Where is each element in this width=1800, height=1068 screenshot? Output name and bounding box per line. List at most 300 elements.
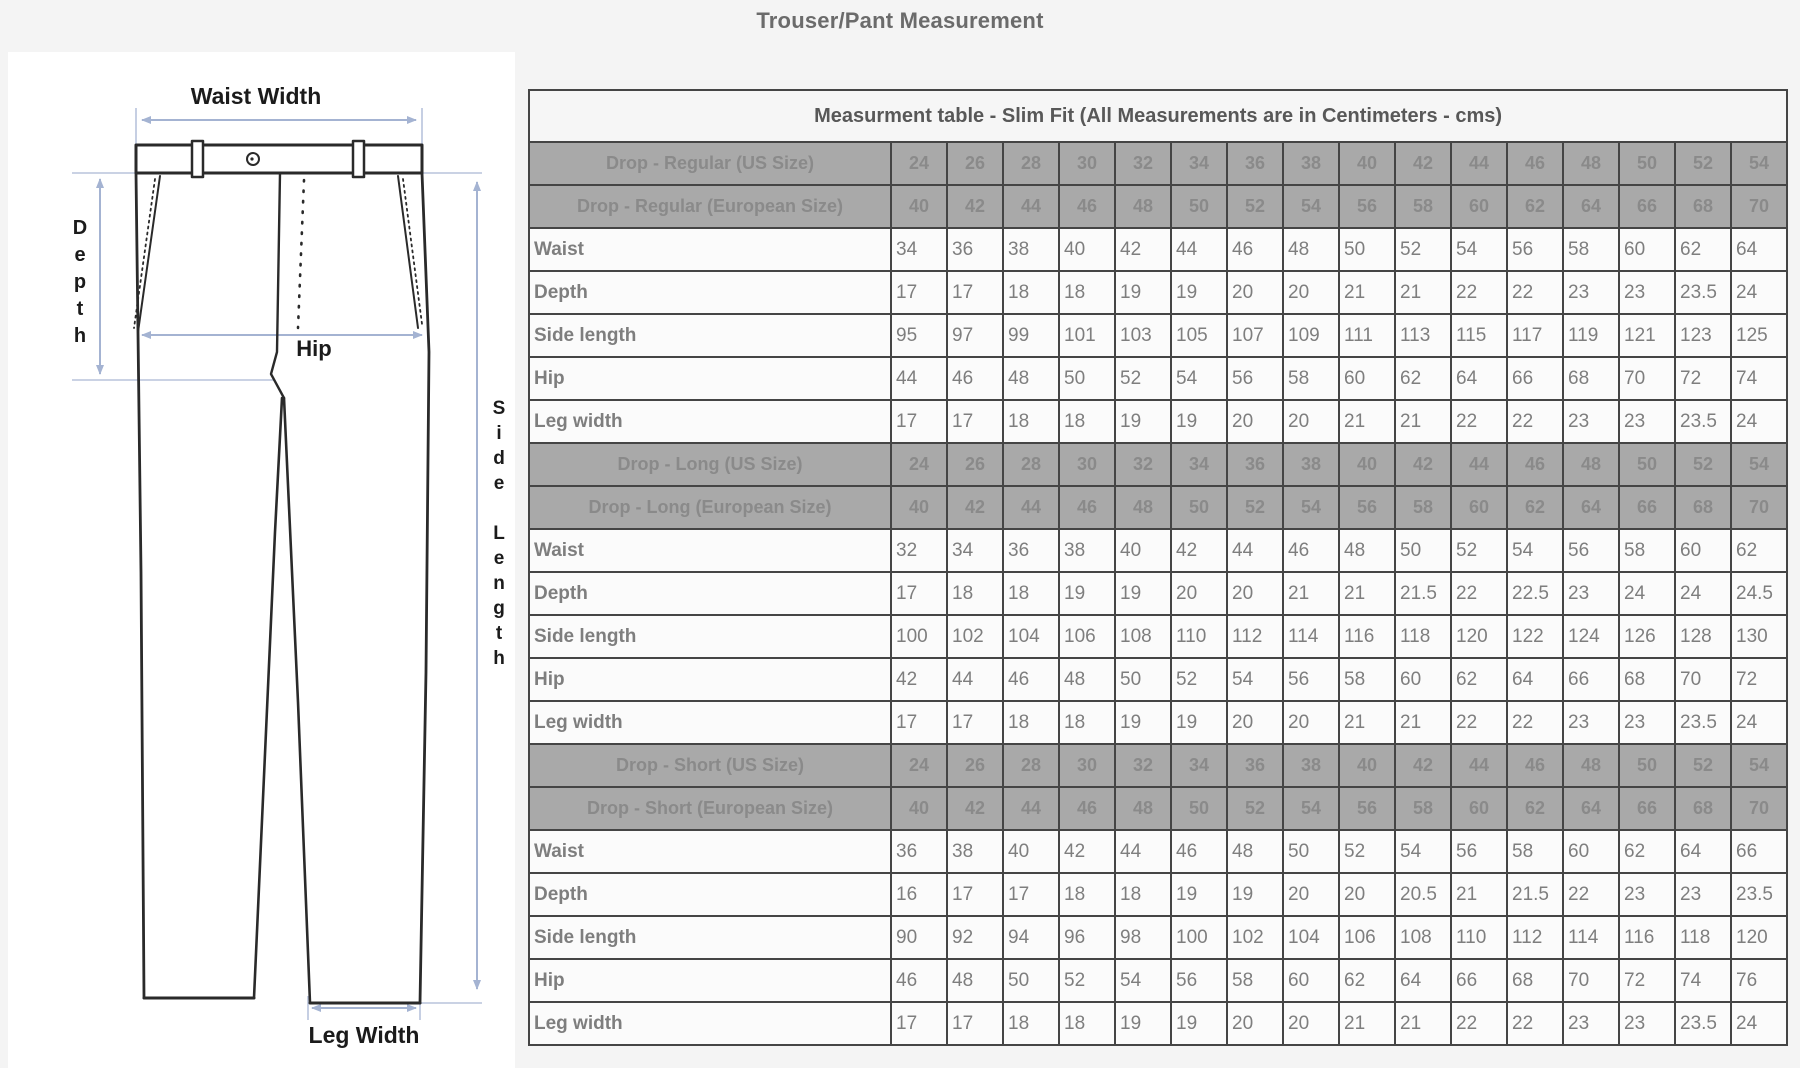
value-cell: 52 — [1171, 658, 1227, 701]
section-2-eu-header-label: Drop - Short (European Size) — [529, 787, 891, 830]
table-row — [529, 357, 1787, 400]
extension-lines — [72, 108, 482, 1020]
size-header-cell: 40 — [1339, 744, 1395, 787]
value-cell: 114 — [1563, 916, 1619, 959]
value-cell: 23.5 — [1675, 400, 1731, 443]
value-cell: 64 — [1451, 357, 1507, 400]
size-header-cell: 24 — [891, 744, 947, 787]
value-cell: 46 — [1283, 529, 1339, 572]
value-cell: 122 — [1507, 615, 1563, 658]
belt-loop-left — [192, 141, 203, 177]
row-label-cell: Leg width — [529, 1002, 891, 1045]
value-cell: 24 — [1731, 1002, 1787, 1045]
value-cell: 50 — [1395, 529, 1451, 572]
value-cell: 104 — [1003, 615, 1059, 658]
size-header-cell: 40 — [1339, 142, 1395, 185]
value-cell: 17 — [891, 572, 947, 615]
value-cell: 112 — [1227, 615, 1283, 658]
value-cell: 46 — [947, 357, 1003, 400]
value-cell: 21 — [1395, 1002, 1451, 1045]
size-header-cell: 38 — [1283, 443, 1339, 486]
size-header-cell: 56 — [1339, 787, 1395, 830]
trouser-diagram-svg — [8, 52, 515, 1068]
size-header-cell: 52 — [1227, 787, 1283, 830]
value-cell: 62 — [1731, 529, 1787, 572]
size-header-cell: 34 — [1171, 744, 1227, 787]
size-header-cell: 60 — [1451, 486, 1507, 529]
size-header-cell: 68 — [1675, 486, 1731, 529]
size-header-cell: 32 — [1115, 744, 1171, 787]
section-1-eu-header-label: Drop - Long (European Size) — [529, 486, 891, 529]
size-header-cell: 46 — [1507, 443, 1563, 486]
size-header-cell: 40 — [891, 486, 947, 529]
value-cell: 106 — [1059, 615, 1115, 658]
row-label-cell: Depth — [529, 572, 891, 615]
row-label-cell: Leg width — [529, 701, 891, 744]
value-cell: 54 — [1507, 529, 1563, 572]
measurement-table-wrap — [528, 89, 1786, 1046]
size-header-cell: 44 — [1003, 185, 1059, 228]
value-cell: 17 — [947, 271, 1003, 314]
table-row — [529, 271, 1787, 314]
value-cell: 23 — [1619, 873, 1675, 916]
size-header-cell: 24 — [891, 142, 947, 185]
value-cell: 92 — [947, 916, 1003, 959]
size-header-cell: 50 — [1171, 486, 1227, 529]
value-cell: 76 — [1731, 959, 1787, 1002]
size-header-cell: 38 — [1283, 744, 1339, 787]
value-cell: 22 — [1507, 400, 1563, 443]
section-1-us-header-label: Drop - Long (US Size) — [529, 443, 891, 486]
size-header-cell: 62 — [1507, 486, 1563, 529]
value-cell: 18 — [1059, 271, 1115, 314]
value-cell: 62 — [1339, 959, 1395, 1002]
size-header-cell: 44 — [1003, 486, 1059, 529]
size-header-cell: 54 — [1731, 443, 1787, 486]
value-cell: 19 — [1171, 400, 1227, 443]
section-1-eu-header — [529, 486, 1787, 529]
size-header-cell: 28 — [1003, 142, 1059, 185]
value-cell: 17 — [947, 701, 1003, 744]
row-label-cell: Side length — [529, 314, 891, 357]
value-cell: 20 — [1227, 271, 1283, 314]
row-label-cell: Depth — [529, 271, 891, 314]
value-cell: 119 — [1563, 314, 1619, 357]
size-header-cell: 48 — [1563, 443, 1619, 486]
value-cell: 62 — [1675, 228, 1731, 271]
value-cell: 20 — [1283, 1002, 1339, 1045]
size-header-cell: 36 — [1227, 744, 1283, 787]
value-cell: 48 — [1059, 658, 1115, 701]
value-cell: 128 — [1675, 615, 1731, 658]
table-row — [529, 916, 1787, 959]
section-0-us-header — [529, 142, 1787, 185]
size-header-cell: 60 — [1451, 787, 1507, 830]
size-header-cell: 58 — [1395, 185, 1451, 228]
value-cell: 20 — [1227, 572, 1283, 615]
value-cell: 102 — [947, 615, 1003, 658]
size-header-cell: 30 — [1059, 142, 1115, 185]
row-label-cell: Waist — [529, 228, 891, 271]
value-cell: 102 — [1227, 916, 1283, 959]
value-cell: 36 — [947, 228, 1003, 271]
value-cell: 94 — [1003, 916, 1059, 959]
value-cell: 23.5 — [1731, 873, 1787, 916]
right-inner-leg — [284, 398, 310, 1003]
page-title: Trouser/Pant Measurement — [756, 8, 1044, 33]
size-header-cell: 68 — [1675, 185, 1731, 228]
section-0-us-header-label: Drop - Regular (US Size) — [529, 142, 891, 185]
value-cell: 21 — [1339, 701, 1395, 744]
measurement-table-body — [529, 90, 1787, 1045]
value-cell: 54 — [1451, 228, 1507, 271]
value-cell: 24 — [1675, 572, 1731, 615]
waistband — [136, 145, 422, 173]
value-cell: 52 — [1059, 959, 1115, 1002]
value-cell: 17 — [891, 701, 947, 744]
size-header-cell: 66 — [1619, 486, 1675, 529]
value-cell: 21 — [1339, 400, 1395, 443]
trouser-diagram-panel — [8, 52, 515, 1068]
size-header-cell: 44 — [1451, 744, 1507, 787]
value-cell: 50 — [1115, 658, 1171, 701]
right-pocket — [398, 176, 418, 328]
value-cell: 24 — [1731, 400, 1787, 443]
value-cell: 70 — [1619, 357, 1675, 400]
table-row — [529, 1002, 1787, 1045]
value-cell: 21 — [1395, 400, 1451, 443]
value-cell: 58 — [1283, 357, 1339, 400]
value-cell: 23 — [1563, 572, 1619, 615]
table-row — [529, 314, 1787, 357]
value-cell: 23 — [1675, 873, 1731, 916]
value-cell: 60 — [1283, 959, 1339, 1002]
size-header-cell: 40 — [891, 787, 947, 830]
size-header-cell: 48 — [1563, 744, 1619, 787]
value-cell: 18 — [1059, 701, 1115, 744]
value-cell: 20 — [1283, 271, 1339, 314]
row-label-cell: Hip — [529, 959, 891, 1002]
size-header-cell: 52 — [1675, 744, 1731, 787]
table-title: Measurment table - Slim Fit (All Measurements are in Centimeters - cms) — [529, 90, 1787, 142]
value-cell: 44 — [1115, 830, 1171, 873]
value-cell: 40 — [1115, 529, 1171, 572]
size-header-cell: 42 — [947, 787, 1003, 830]
value-cell: 52 — [1451, 529, 1507, 572]
value-cell: 48 — [947, 959, 1003, 1002]
size-header-cell: 54 — [1283, 787, 1339, 830]
value-cell: 18 — [1003, 1002, 1059, 1045]
value-cell: 42 — [1171, 529, 1227, 572]
size-header-cell: 46 — [1059, 787, 1115, 830]
row-label-cell: Side length — [529, 916, 891, 959]
value-cell: 21.5 — [1507, 873, 1563, 916]
value-cell: 62 — [1619, 830, 1675, 873]
size-header-cell: 32 — [1115, 443, 1171, 486]
value-cell: 22 — [1507, 1002, 1563, 1045]
value-cell: 17 — [947, 400, 1003, 443]
value-cell: 123 — [1675, 314, 1731, 357]
value-cell: 105 — [1171, 314, 1227, 357]
value-cell: 64 — [1675, 830, 1731, 873]
value-cell: 44 — [891, 357, 947, 400]
value-cell: 66 — [1563, 658, 1619, 701]
table-row — [529, 658, 1787, 701]
size-header-cell: 50 — [1171, 787, 1227, 830]
value-cell: 19 — [1115, 271, 1171, 314]
value-cell: 23 — [1563, 400, 1619, 443]
value-cell: 23 — [1563, 1002, 1619, 1045]
value-cell: 38 — [947, 830, 1003, 873]
value-cell: 70 — [1675, 658, 1731, 701]
value-cell: 64 — [1507, 658, 1563, 701]
value-cell: 34 — [947, 529, 1003, 572]
value-cell: 116 — [1619, 916, 1675, 959]
value-cell: 109 — [1283, 314, 1339, 357]
size-header-cell: 42 — [1395, 142, 1451, 185]
value-cell: 60 — [1395, 658, 1451, 701]
hip-label: Hip — [296, 336, 332, 361]
size-header-cell: 50 — [1619, 744, 1675, 787]
value-cell: 54 — [1115, 959, 1171, 1002]
value-cell: 23 — [1619, 1002, 1675, 1045]
trouser-outline — [134, 141, 429, 1003]
size-header-cell: 50 — [1171, 185, 1227, 228]
value-cell: 101 — [1059, 314, 1115, 357]
table-row — [529, 400, 1787, 443]
value-cell: 22 — [1563, 873, 1619, 916]
value-cell: 20 — [1227, 1002, 1283, 1045]
value-cell: 58 — [1507, 830, 1563, 873]
value-cell: 52 — [1395, 228, 1451, 271]
value-cell: 126 — [1619, 615, 1675, 658]
section-2-us-header — [529, 744, 1787, 787]
size-header-cell: 26 — [947, 142, 1003, 185]
value-cell: 95 — [891, 314, 947, 357]
value-cell: 58 — [1619, 529, 1675, 572]
value-cell: 72 — [1675, 357, 1731, 400]
value-cell: 100 — [1171, 916, 1227, 959]
value-cell: 38 — [1003, 228, 1059, 271]
value-cell: 56 — [1283, 658, 1339, 701]
size-header-cell: 64 — [1563, 185, 1619, 228]
size-header-cell: 44 — [1451, 443, 1507, 486]
size-header-cell: 32 — [1115, 142, 1171, 185]
value-cell: 50 — [1003, 959, 1059, 1002]
size-header-cell: 46 — [1059, 486, 1115, 529]
value-cell: 118 — [1675, 916, 1731, 959]
value-cell: 90 — [891, 916, 947, 959]
size-header-cell: 60 — [1451, 185, 1507, 228]
value-cell: 70 — [1563, 959, 1619, 1002]
value-cell: 48 — [1339, 529, 1395, 572]
size-header-cell: 28 — [1003, 443, 1059, 486]
value-cell: 74 — [1675, 959, 1731, 1002]
value-cell: 111 — [1339, 314, 1395, 357]
size-header-cell: 42 — [1395, 443, 1451, 486]
value-cell: 52 — [1339, 830, 1395, 873]
value-cell: 19 — [1059, 572, 1115, 615]
value-cell: 62 — [1395, 357, 1451, 400]
table-row — [529, 228, 1787, 271]
value-cell: 108 — [1115, 615, 1171, 658]
size-header-cell: 58 — [1395, 486, 1451, 529]
value-cell: 58 — [1227, 959, 1283, 1002]
value-cell: 50 — [1059, 357, 1115, 400]
size-header-cell: 48 — [1115, 486, 1171, 529]
value-cell: 52 — [1115, 357, 1171, 400]
size-header-cell: 42 — [1395, 744, 1451, 787]
value-cell: 20 — [1171, 572, 1227, 615]
value-cell: 44 — [1227, 529, 1283, 572]
value-cell: 20 — [1283, 701, 1339, 744]
size-header-cell: 38 — [1283, 142, 1339, 185]
back-crease-dotted — [298, 180, 304, 328]
size-header-cell: 48 — [1563, 142, 1619, 185]
value-cell: 42 — [1059, 830, 1115, 873]
value-cell: 20 — [1283, 873, 1339, 916]
row-label-cell: Waist — [529, 830, 891, 873]
value-cell: 18 — [1115, 873, 1171, 916]
size-header-cell: 44 — [1003, 787, 1059, 830]
value-cell: 23.5 — [1675, 271, 1731, 314]
value-cell: 19 — [1115, 1002, 1171, 1045]
size-header-cell: 70 — [1731, 486, 1787, 529]
value-cell: 42 — [891, 658, 947, 701]
row-label-cell: Waist — [529, 529, 891, 572]
value-cell: 24 — [1619, 572, 1675, 615]
depth-label: D e p t h — [72, 217, 88, 347]
value-cell: 36 — [1003, 529, 1059, 572]
size-header-cell: 50 — [1619, 142, 1675, 185]
value-cell: 48 — [1283, 228, 1339, 271]
size-header-cell: 30 — [1059, 744, 1115, 787]
value-cell: 40 — [1003, 830, 1059, 873]
table-row — [529, 873, 1787, 916]
value-cell: 110 — [1171, 615, 1227, 658]
value-cell: 17 — [891, 1002, 947, 1045]
value-cell: 18 — [1003, 572, 1059, 615]
size-header-cell: 46 — [1507, 142, 1563, 185]
size-header-cell: 46 — [1059, 185, 1115, 228]
value-cell: 23 — [1563, 701, 1619, 744]
measurement-arrows — [100, 120, 477, 1008]
value-cell: 58 — [1563, 228, 1619, 271]
value-cell: 19 — [1115, 400, 1171, 443]
value-cell: 103 — [1115, 314, 1171, 357]
value-cell: 60 — [1619, 228, 1675, 271]
right-pocket-stitch — [403, 179, 422, 324]
value-cell: 56 — [1507, 228, 1563, 271]
right-outer-leg — [420, 173, 429, 1003]
value-cell: 17 — [891, 400, 947, 443]
size-header-cell: 50 — [1619, 443, 1675, 486]
value-cell: 54 — [1171, 357, 1227, 400]
belt-loop-right — [353, 141, 364, 177]
value-cell: 19 — [1115, 701, 1171, 744]
value-cell: 23 — [1619, 400, 1675, 443]
table-row — [529, 529, 1787, 572]
value-cell: 19 — [1115, 572, 1171, 615]
value-cell: 56 — [1171, 959, 1227, 1002]
value-cell: 36 — [891, 830, 947, 873]
table-row — [529, 959, 1787, 1002]
value-cell: 58 — [1339, 658, 1395, 701]
value-cell: 98 — [1115, 916, 1171, 959]
side-length-label: S i d e L e n g t h — [492, 398, 506, 669]
value-cell: 20 — [1227, 400, 1283, 443]
value-cell: 60 — [1675, 529, 1731, 572]
value-cell: 113 — [1395, 314, 1451, 357]
value-cell: 44 — [1171, 228, 1227, 271]
left-inner-leg — [254, 398, 282, 998]
value-cell: 22 — [1507, 271, 1563, 314]
value-cell: 38 — [1059, 529, 1115, 572]
value-cell: 68 — [1563, 357, 1619, 400]
size-header-cell: 52 — [1227, 185, 1283, 228]
value-cell: 19 — [1171, 873, 1227, 916]
value-cell: 106 — [1339, 916, 1395, 959]
size-header-cell: 36 — [1227, 443, 1283, 486]
measurement-table — [528, 89, 1788, 1046]
value-cell: 99 — [1003, 314, 1059, 357]
size-header-cell: 52 — [1675, 142, 1731, 185]
size-header-cell: 40 — [891, 185, 947, 228]
table-row — [529, 615, 1787, 658]
size-header-cell: 54 — [1283, 185, 1339, 228]
value-cell: 114 — [1283, 615, 1339, 658]
value-cell: 22.5 — [1507, 572, 1563, 615]
section-0-eu-header — [529, 185, 1787, 228]
waist-width-label: Waist Width — [190, 83, 322, 109]
size-header-cell: 26 — [947, 443, 1003, 486]
value-cell: 24 — [1731, 271, 1787, 314]
size-header-cell: 62 — [1507, 787, 1563, 830]
value-cell: 112 — [1507, 916, 1563, 959]
size-header-cell: 48 — [1115, 787, 1171, 830]
value-cell: 96 — [1059, 916, 1115, 959]
value-cell: 50 — [1339, 228, 1395, 271]
value-cell: 23 — [1619, 271, 1675, 314]
value-cell: 21 — [1339, 572, 1395, 615]
value-cell: 21 — [1339, 1002, 1395, 1045]
value-cell: 130 — [1731, 615, 1787, 658]
value-cell: 66 — [1731, 830, 1787, 873]
size-header-cell: 64 — [1563, 486, 1619, 529]
size-header-cell: 28 — [1003, 744, 1059, 787]
row-label-cell: Hip — [529, 658, 891, 701]
size-header-cell: 48 — [1115, 185, 1171, 228]
size-header-cell: 64 — [1563, 787, 1619, 830]
size-header-cell: 24 — [891, 443, 947, 486]
size-header-cell: 70 — [1731, 185, 1787, 228]
value-cell: 17 — [947, 873, 1003, 916]
size-header-cell: 34 — [1171, 142, 1227, 185]
table-title-row — [529, 90, 1787, 142]
value-cell: 22 — [1507, 701, 1563, 744]
value-cell: 108 — [1395, 916, 1451, 959]
value-cell: 120 — [1451, 615, 1507, 658]
section-0-eu-header-label: Drop - Regular (European Size) — [529, 185, 891, 228]
value-cell: 19 — [1171, 271, 1227, 314]
value-cell: 62 — [1451, 658, 1507, 701]
value-cell: 42 — [1115, 228, 1171, 271]
size-header-cell: 42 — [947, 185, 1003, 228]
value-cell: 22 — [1451, 400, 1507, 443]
value-cell: 20 — [1339, 873, 1395, 916]
size-header-cell: 58 — [1395, 787, 1451, 830]
size-header-cell: 54 — [1731, 744, 1787, 787]
